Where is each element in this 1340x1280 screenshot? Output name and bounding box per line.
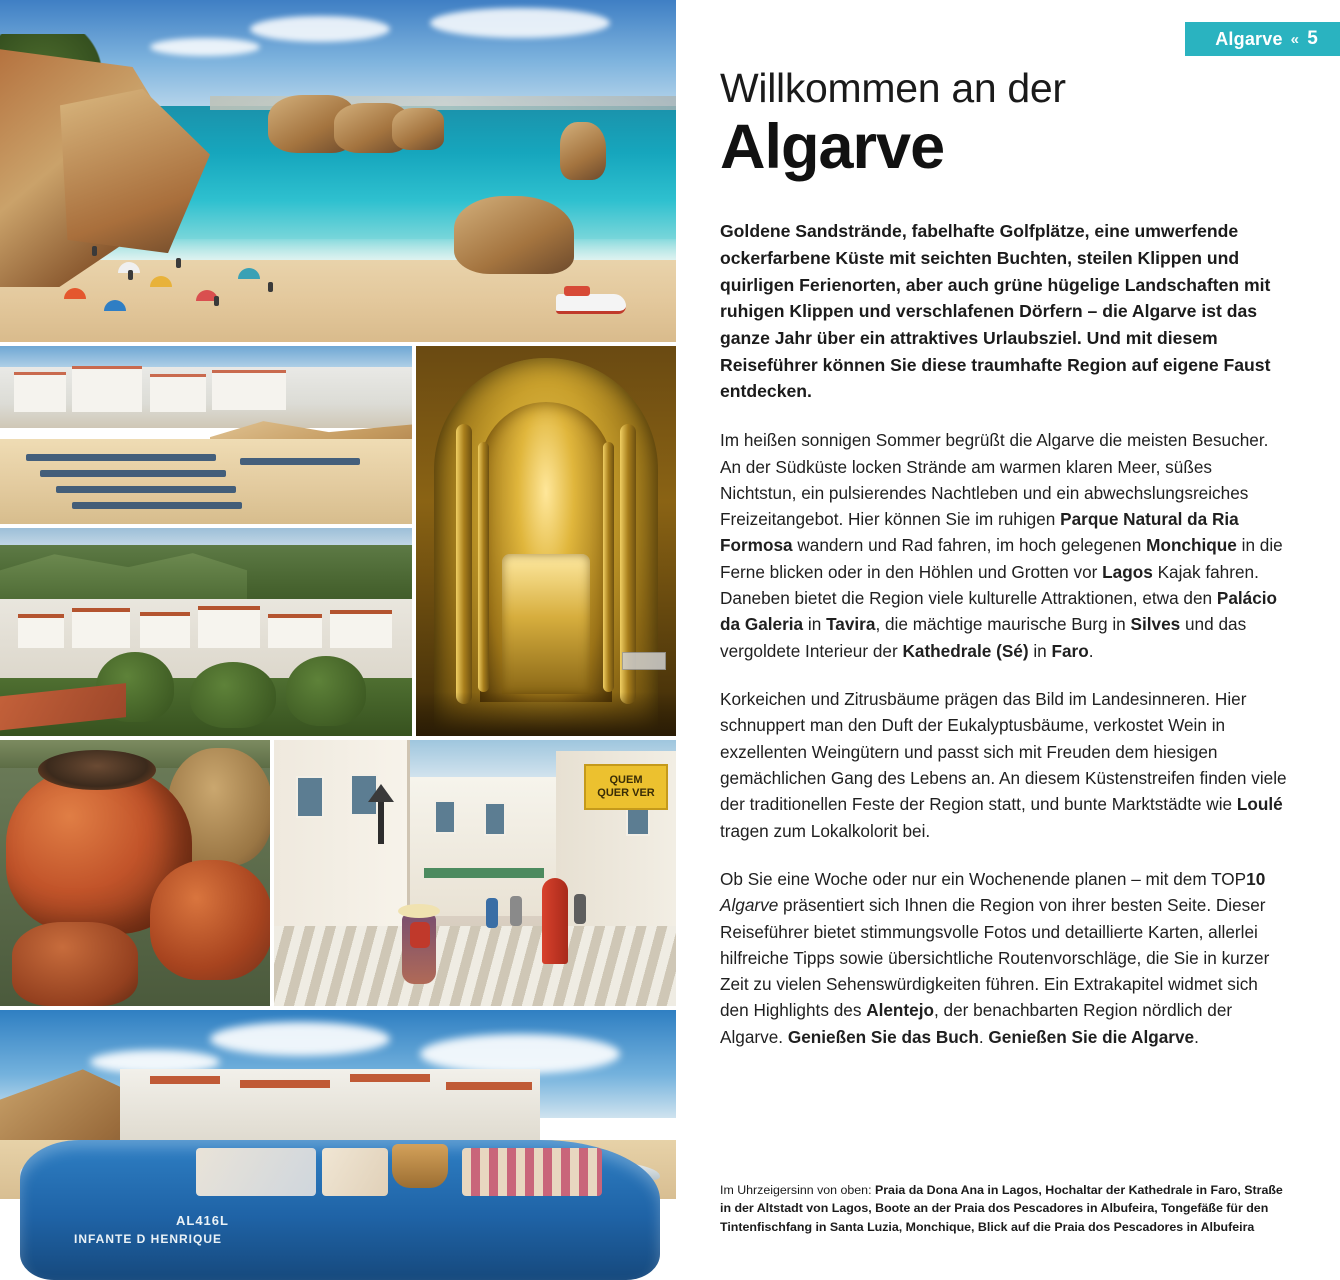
cloud (430, 8, 610, 38)
street-lamp (378, 798, 384, 844)
high-altar (502, 554, 590, 694)
house (198, 606, 260, 648)
shop-awning (424, 868, 544, 878)
gilded-column (478, 442, 489, 692)
sunbed-row (56, 486, 236, 493)
beachgoer (268, 282, 273, 292)
house (72, 608, 130, 648)
gilded-column (456, 424, 472, 704)
pedestrian (510, 896, 522, 926)
photo-praia-dona-ana (0, 0, 676, 342)
photo-santa-luzia-pots (0, 740, 270, 1006)
information-sign (622, 652, 666, 670)
clay-pot (150, 860, 270, 980)
tiled-roof (446, 1082, 532, 1090)
pedestrian (486, 898, 498, 928)
caption-items: Praia da Dona Ana in Lagos, Hochaltar der Kathedrale in Faro, Straße in der Altstadt von Lagos, Boote an der Praia dos Pescadores in Albufeira, Tongefäße für den Tintenfischfang in Santa Luzia, Monchique, Blick auf die Praia dos Pescadores in Albufeira (720, 1182, 1283, 1234)
body-paragraph-3: Ob Sie eine Woche oder nur ein Wochenende planen – mit dem TOP10 Algarve präsentiert sich Ihnen die Region von ihrer besten Seite. Dieser Reiseführer bietet stimmungsvolle Fotos und detaillierte Karten, allerlei hilfreiche Tipps sowie übersichtliche Routenvorschläge, die Sie in kurzer Zeit zu vielen Sehenswürdigkeiten führen. Ein Extrakapitel widmet sich den Highlights des Alentejo, der benachbarten Region nördlich der Algarve. Genießen Sie das Buch. Genießen Sie die Algarve. (720, 868, 1270, 1047)
halo-ornament (520, 478, 572, 530)
drying-cloth (462, 1148, 602, 1196)
page-title-line2: Algarve (720, 111, 945, 182)
page-title-line1: Willkommen an der (720, 65, 1066, 111)
sea-rock (454, 196, 574, 274)
building (72, 366, 142, 412)
street-sign-line1: QUEM (609, 774, 643, 787)
tiled-roof (240, 1080, 330, 1088)
gilded-column (603, 442, 614, 692)
building (150, 374, 206, 412)
sunbed-row (240, 458, 360, 465)
house (140, 612, 190, 648)
building (14, 372, 66, 412)
body-paragraph-2: Korkeichen und Zitrusbäume prägen das Bild im Landesinneren. Hier schnuppert man den Duft der Eukalyptusbäume, verkostet Wein in exzellenten Weingütern und passt sich mit Freuden dem hiesigen gemächlichen Gang des Lebens an. An diesem Küstenstreifen finden viele der traditionellen Feste der Region statt, und bunte Marktstädte wie Loulé tragen zum Lokalkolorit bei. (720, 689, 1287, 841)
cloud (210, 1022, 390, 1056)
street-sign-line2: QUER VER (597, 787, 655, 799)
region-label: Algarve (1215, 28, 1283, 49)
cobblestone-street (274, 926, 676, 1006)
photo-faro-cathedral-altar (416, 346, 676, 736)
beach-sand (0, 439, 412, 524)
page-header-bar (1185, 22, 1340, 56)
backpack (410, 922, 430, 948)
building-middle (410, 777, 560, 915)
beachgoer (92, 246, 97, 256)
shadow-gradient (416, 692, 676, 736)
house (18, 614, 64, 648)
photo-caption (720, 1181, 1288, 1236)
text-column (676, 0, 1340, 1280)
house (330, 610, 392, 648)
photo-lagos-street (274, 740, 676, 1006)
tree (286, 656, 366, 726)
caption-intro: Im Uhrzeigersinn von oben: (720, 1182, 875, 1197)
article-content (720, 66, 1288, 1050)
pedestrian (574, 894, 586, 924)
wicker-basket (392, 1144, 448, 1188)
window (484, 802, 506, 836)
beachgoer (214, 296, 219, 306)
drying-cloth (322, 1148, 388, 1196)
sunbed-row (26, 454, 216, 461)
street-sign (584, 764, 668, 810)
clay-pot (12, 922, 138, 1006)
body-paragraph-1: Im heißen sonnigen Sommer begrüßt die Algarve die meisten Besucher. An der Südküste locken Strände am warmen klaren Meer, süßes Nichtstun, ein pulsierendes Nachtleben und ein abwechslungsreiches Freizeitangebot. Hier können Sie im ruhigen Parque Natural da Ria Formosa wandern und Rad fahren, im hoch gelegenen Monchique in die Ferne blicken oder in den Höhlen und Grotten vor Lagos Kajak fahren. Daneben bietet die Region viele kulturelle Attraktionen, etwa den Palácio da Galeria in Tavira, die mächtige maurische Burg in Silves und das vergoldete Interieur der Kathedrale (Sé) in Faro. (720, 430, 1283, 661)
window (296, 776, 324, 818)
tiled-roof (350, 1074, 430, 1082)
photo-albufeira-boats (0, 1010, 676, 1280)
photo-albufeira-beach (0, 346, 412, 524)
lead-paragraph: Goldene Sandstrände, fabelhafte Golfplätze, eine umwerfende ockerfarbene Küste mit seichten Buchten, steilen Klippen und quirligen Ferienorten, aber auch grüne hügelige Landschaften mit ruhigen Klippen und verschlafenen Dörfern – die Algarve ist das ganze Jahr über ein attraktives Urlaubsziel. Und mit diesem Reiseführer können Sie diese traumhafte Region auf eigene Faust entdecken. (720, 221, 1271, 402)
post-box (542, 878, 568, 964)
sun-hat (398, 904, 440, 918)
photo-monchique (0, 528, 412, 736)
cloud (150, 38, 260, 56)
sunbed-row (72, 502, 242, 509)
house (268, 614, 322, 648)
tree (190, 662, 276, 728)
window (434, 800, 456, 834)
boat-name: INFANTE D HENRIQUE (74, 1232, 223, 1246)
boat-registration-code: AL416L (176, 1213, 229, 1228)
page-number: 5 (1307, 28, 1318, 49)
cloud (420, 1034, 620, 1074)
building (212, 370, 286, 410)
sunbed-row (40, 470, 226, 477)
drying-cloth (196, 1148, 316, 1196)
beachgoer (128, 270, 133, 280)
beachgoer (176, 258, 181, 268)
cloud (250, 16, 390, 42)
sea-rock (560, 122, 606, 180)
building-left (274, 740, 410, 937)
tiled-roof (150, 1076, 220, 1084)
motorboat (556, 294, 626, 314)
sea-rock (392, 108, 444, 150)
chevron-left-icon: « (1290, 30, 1300, 48)
